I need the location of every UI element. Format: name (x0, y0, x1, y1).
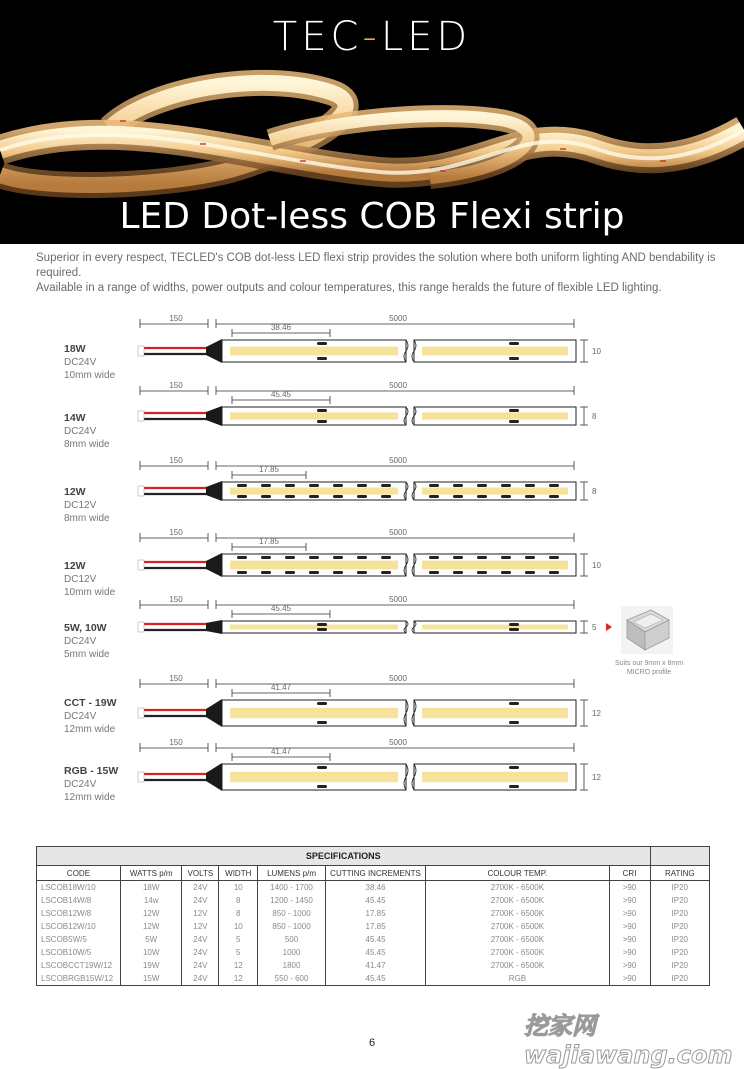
intro-line-2: Available in a range of widths, power outputs and colour temperatures, this range heralds the future of flexible LED lighting. (36, 282, 662, 294)
product-watt: 12W (64, 486, 86, 498)
wire-end (138, 560, 144, 570)
cut-pad (317, 357, 327, 360)
product-volt: DC24V (64, 779, 97, 790)
cut-pad (549, 556, 559, 559)
connector (206, 699, 222, 727)
watermark: 挖家网 wajiawang.com (524, 1012, 733, 1069)
table-cell: 2700K - 6500K (426, 946, 609, 959)
product-volt: DC12V (64, 574, 97, 585)
strip-width-label: 5 (592, 623, 597, 632)
table-cell: 17.85 (325, 907, 425, 920)
strip-cob-light (422, 347, 568, 356)
strip-width-label: 12 (592, 773, 601, 782)
strip-cob-light (230, 772, 398, 782)
table-cell: IP20 (650, 907, 709, 920)
cut-increment-label: 17.85 (258, 465, 280, 474)
connector (206, 406, 222, 426)
wire-end (138, 708, 144, 718)
table-cell: 2700K - 6500K (426, 920, 609, 933)
product-volt: DC24V (64, 711, 97, 722)
table-row (37, 907, 710, 920)
cut-pad (261, 484, 271, 487)
cut-pad (285, 556, 295, 559)
cut-pad (285, 495, 295, 498)
cut-pad (357, 571, 367, 574)
spec-header-cell: RATING (650, 866, 709, 881)
table-cell: >90 (609, 881, 650, 895)
table-cell: 5W (120, 933, 181, 946)
profile-note (604, 659, 694, 677)
cut-pad (429, 484, 439, 487)
product-volt: DC24V (64, 426, 97, 437)
strip-diagram-4 (138, 595, 612, 634)
cut-pad (317, 342, 327, 345)
table-cell: 2700K - 6500K (426, 907, 609, 920)
cut-pad (501, 571, 511, 574)
table-cell: 12V (182, 920, 219, 933)
cut-pad (317, 721, 327, 724)
cut-increment-label: 45.45 (270, 604, 292, 613)
table-cell: 45.45 (325, 972, 425, 986)
cut-pad (357, 556, 367, 559)
lead-length-label: 150 (169, 738, 183, 747)
intro-text (36, 251, 716, 296)
table-cell: RGB (426, 972, 609, 986)
spec-header-cell: WIDTH (219, 866, 258, 881)
table-cell: >90 (609, 946, 650, 959)
spec-header-cell: WATTS p/m (120, 866, 181, 881)
table-row (37, 881, 710, 895)
cut-pad (453, 484, 463, 487)
profile-note-line-1: Suits our 9mm x 8mm (614, 660, 684, 667)
strip-diagram-5 (138, 674, 601, 727)
table-cell: 8 (219, 907, 258, 920)
table-cell: 12V (182, 907, 219, 920)
cut-increment-label: 38.46 (270, 323, 292, 332)
product-width: 12mm wide (64, 792, 116, 803)
strip-length-label: 5000 (389, 314, 407, 323)
cut-pad (237, 484, 247, 487)
cut-pad (477, 571, 487, 574)
strip-diagrams (0, 300, 744, 820)
cut-pad (309, 571, 319, 574)
cut-pad (501, 484, 511, 487)
table-cell: >90 (609, 907, 650, 920)
cut-pad (317, 766, 327, 769)
table-row (37, 933, 710, 946)
cut-pad (309, 484, 319, 487)
cut-pad (237, 495, 247, 498)
cut-pad (453, 571, 463, 574)
micro-profile-image (621, 606, 673, 654)
table-cell: IP20 (650, 959, 709, 972)
profile-note-line-2: MICRO profile (626, 669, 672, 676)
intro-line-1: Superior in every respect, TECLED's COB dot-less LED flexi strip provides the solution where both uniform lighting AND bendability is required. (36, 252, 716, 279)
wire-end (138, 622, 144, 632)
strip-width-label: 10 (592, 561, 601, 570)
lead-length-label: 150 (169, 456, 183, 465)
table-cell: 10 (219, 920, 258, 933)
table-cell: LSCOB14W/8 (37, 894, 121, 907)
cut-pad (317, 628, 327, 631)
cut-pad (509, 357, 519, 360)
spec-header-cell: CRI (609, 866, 650, 881)
table-cell: 10W (120, 946, 181, 959)
cut-pad (309, 556, 319, 559)
strip-cob-light (230, 625, 398, 630)
cut-pad (549, 571, 559, 574)
lead-length-label: 150 (169, 381, 183, 390)
strip-length-label: 5000 (389, 528, 407, 537)
table-cell: 24V (182, 933, 219, 946)
lead-length-label: 150 (169, 314, 183, 323)
cut-pad (261, 571, 271, 574)
strip-width-label: 10 (592, 347, 601, 356)
cut-pad (501, 556, 511, 559)
cut-pad (549, 484, 559, 487)
cut-pad (525, 484, 535, 487)
table-cell: 12W (120, 907, 181, 920)
strip-cob-light (230, 412, 398, 419)
strip-cob-light (230, 708, 398, 718)
product-watt: 5W, 10W (64, 622, 107, 634)
connector (206, 339, 222, 363)
cut-increment-label: 17.85 (258, 537, 280, 546)
page-number: 6 (368, 1037, 376, 1049)
cut-pad (333, 556, 343, 559)
table-cell: 45.45 (325, 894, 425, 907)
cut-pad (285, 571, 295, 574)
logo-text-left: TEC (272, 14, 363, 60)
cut-pad (525, 495, 535, 498)
table-cell: 24V (182, 946, 219, 959)
cut-pad (549, 495, 559, 498)
product-watt: RGB - 15W (64, 765, 119, 777)
table-cell: IP20 (650, 894, 709, 907)
cut-pad (317, 409, 327, 412)
table-cell: LSCOBRGB15W/12 (37, 972, 121, 986)
table-cell: 2700K - 6500K (426, 959, 609, 972)
table-cell: 2700K - 6500K (426, 933, 609, 946)
strip-diagram-0 (138, 314, 601, 363)
strip-diagram-3 (138, 528, 601, 577)
table-cell: 5 (219, 933, 258, 946)
logo-text-right: LED (380, 14, 472, 60)
table-cell: 1400 - 1700 (258, 881, 326, 895)
spec-header-cell: CODE (37, 866, 121, 881)
spec-body (37, 881, 710, 986)
cut-pad (357, 495, 367, 498)
cut-pad (525, 571, 535, 574)
table-cell: IP20 (650, 920, 709, 933)
table-cell: IP20 (650, 881, 709, 895)
cut-pad (501, 495, 511, 498)
strip-length-label: 5000 (389, 456, 407, 465)
product-volt: DC24V (64, 357, 97, 368)
hero-banner (0, 0, 744, 244)
spec-header-cell: COLOUR TEMP. (426, 866, 609, 881)
strip-diagram-6 (138, 738, 601, 791)
table-row (37, 920, 710, 933)
connector (206, 481, 222, 501)
cut-pad (333, 495, 343, 498)
cut-pad (509, 628, 519, 631)
strip-width-label: 12 (592, 709, 601, 718)
strip-length-label: 5000 (389, 674, 407, 683)
cut-pad (381, 571, 391, 574)
cut-pad (429, 495, 439, 498)
cut-pad (237, 556, 247, 559)
strip-diagram-1 (138, 381, 597, 426)
table-cell: 45.45 (325, 946, 425, 959)
table-cell: IP20 (650, 972, 709, 986)
cut-pad (509, 721, 519, 724)
cut-pad (509, 623, 519, 626)
product-watt: CCT - 19W (64, 697, 117, 709)
table-cell: LSCOBCCT19W/12 (37, 959, 121, 972)
product-width: 12mm wide (64, 724, 116, 735)
table-cell: 17.85 (325, 920, 425, 933)
wire-end (138, 486, 144, 496)
table-cell: IP20 (650, 946, 709, 959)
table-cell: 12W (120, 920, 181, 933)
cut-pad (453, 495, 463, 498)
product-width: 10mm wide (64, 370, 116, 381)
spec-title: SPECIFICATIONS (37, 847, 651, 866)
strip-length-label: 5000 (389, 381, 407, 390)
cut-pad (333, 571, 343, 574)
table-cell: 18W (120, 881, 181, 895)
cut-pad (477, 556, 487, 559)
table-cell: >90 (609, 894, 650, 907)
spec-header-cell: VOLTS (182, 866, 219, 881)
cut-increment-label: 41.47 (270, 683, 292, 692)
strip-cob-light (230, 487, 398, 494)
spec-header-cell: CUTTING INCREMENTS (325, 866, 425, 881)
cut-increment-label: 45.45 (270, 390, 292, 399)
cut-pad (309, 495, 319, 498)
cut-pad (509, 409, 519, 412)
table-row (37, 959, 710, 972)
product-watt: 14W (64, 412, 86, 424)
lead-length-label: 150 (169, 528, 183, 537)
cut-pad (317, 420, 327, 423)
table-cell: LSCOB5W/5 (37, 933, 121, 946)
spec-header-row (37, 866, 710, 881)
cut-pad (317, 623, 327, 626)
cut-pad (509, 785, 519, 788)
table-row (37, 972, 710, 986)
tecled-logo (0, 14, 744, 60)
table-cell: 10 (219, 881, 258, 895)
strip-cob-light (230, 347, 398, 356)
strip-width-label: 8 (592, 487, 597, 496)
wire-end (138, 346, 144, 356)
table-cell: 5 (219, 946, 258, 959)
red-arrow-icon (606, 623, 612, 631)
cut-pad (261, 495, 271, 498)
cut-pad (357, 484, 367, 487)
table-cell: 45.45 (325, 933, 425, 946)
cut-increment-label: 41.47 (270, 747, 292, 756)
table-cell: 2700K - 6500K (426, 881, 609, 895)
cut-pad (261, 556, 271, 559)
table-cell: >90 (609, 972, 650, 986)
strip-diagram-2 (138, 456, 597, 501)
table-cell: LSCOB18W/10 (37, 881, 121, 895)
table-cell: 1800 (258, 959, 326, 972)
wire-end (138, 772, 144, 782)
strip-cob-light (422, 708, 568, 718)
spec-title-blank (650, 847, 709, 866)
table-cell: 1200 - 1450 (258, 894, 326, 907)
lead-length-label: 150 (169, 674, 183, 683)
table-cell: >90 (609, 933, 650, 946)
lead-length-label: 150 (169, 595, 183, 604)
connector (206, 763, 222, 791)
product-volt: DC12V (64, 500, 97, 511)
connector (206, 553, 222, 577)
cut-pad (525, 556, 535, 559)
table-cell: 15W (120, 972, 181, 986)
table-cell: 41.47 (325, 959, 425, 972)
table-cell: 12 (219, 959, 258, 972)
spec-header-cell: LUMENS p/m (258, 866, 326, 881)
table-cell: LSCOB10W/5 (37, 946, 121, 959)
cut-pad (285, 484, 295, 487)
strip-cob-light (422, 625, 568, 630)
table-cell: 850 - 1000 (258, 920, 326, 933)
table-row (37, 946, 710, 959)
product-watt: 18W (64, 343, 86, 355)
cut-pad (509, 420, 519, 423)
cut-pad (381, 556, 391, 559)
table-cell: >90 (609, 959, 650, 972)
table-cell: LSCOB12W/8 (37, 907, 121, 920)
table-cell: 14w (120, 894, 181, 907)
table-row (37, 894, 710, 907)
table-cell: 38.46 (325, 881, 425, 895)
cut-pad (381, 495, 391, 498)
strip-width-label: 8 (592, 412, 597, 421)
wire-end (138, 411, 144, 421)
table-cell: IP20 (650, 933, 709, 946)
cut-pad (381, 484, 391, 487)
cut-pad (429, 556, 439, 559)
product-watt: 12W (64, 560, 86, 572)
table-cell: 12 (219, 972, 258, 986)
table-cell: 19W (120, 959, 181, 972)
page-title: LED Dot-less COB Flexi strip (119, 196, 625, 237)
table-cell: 24V (182, 894, 219, 907)
table-cell: 1000 (258, 946, 326, 959)
cut-pad (317, 785, 327, 788)
table-cell: 24V (182, 959, 219, 972)
table-cell: 550 - 600 (258, 972, 326, 986)
table-cell: 8 (219, 894, 258, 907)
connector (206, 620, 222, 634)
logo-dash: - (362, 14, 381, 60)
strip-length-label: 5000 (389, 595, 407, 604)
table-cell: 500 (258, 933, 326, 946)
cut-pad (477, 484, 487, 487)
cut-pad (509, 766, 519, 769)
cut-pad (237, 571, 247, 574)
strip-cob-light (422, 412, 568, 419)
cut-pad (317, 702, 327, 705)
product-width: 8mm wide (64, 439, 110, 450)
cut-pad (333, 484, 343, 487)
strip-cob-light (422, 487, 568, 494)
cut-pad (509, 702, 519, 705)
strip-cob-light (422, 561, 568, 570)
table-cell: 24V (182, 881, 219, 895)
specifications-table (36, 846, 710, 986)
strip-length-label: 5000 (389, 738, 407, 747)
table-cell: LSCOB12W/10 (37, 920, 121, 933)
cut-pad (477, 495, 487, 498)
table-cell: >90 (609, 920, 650, 933)
cut-pad (453, 556, 463, 559)
product-width: 5mm wide (64, 649, 110, 660)
product-width: 8mm wide (64, 513, 110, 524)
product-volt: DC24V (64, 636, 97, 647)
cut-pad (509, 342, 519, 345)
cut-pad (429, 571, 439, 574)
strip-cob-light (230, 561, 398, 570)
table-cell: 850 - 1000 (258, 907, 326, 920)
strip-cob-light (422, 772, 568, 782)
product-width: 10mm wide (64, 587, 116, 598)
table-cell: 2700K - 6500K (426, 894, 609, 907)
table-cell: 24V (182, 972, 219, 986)
